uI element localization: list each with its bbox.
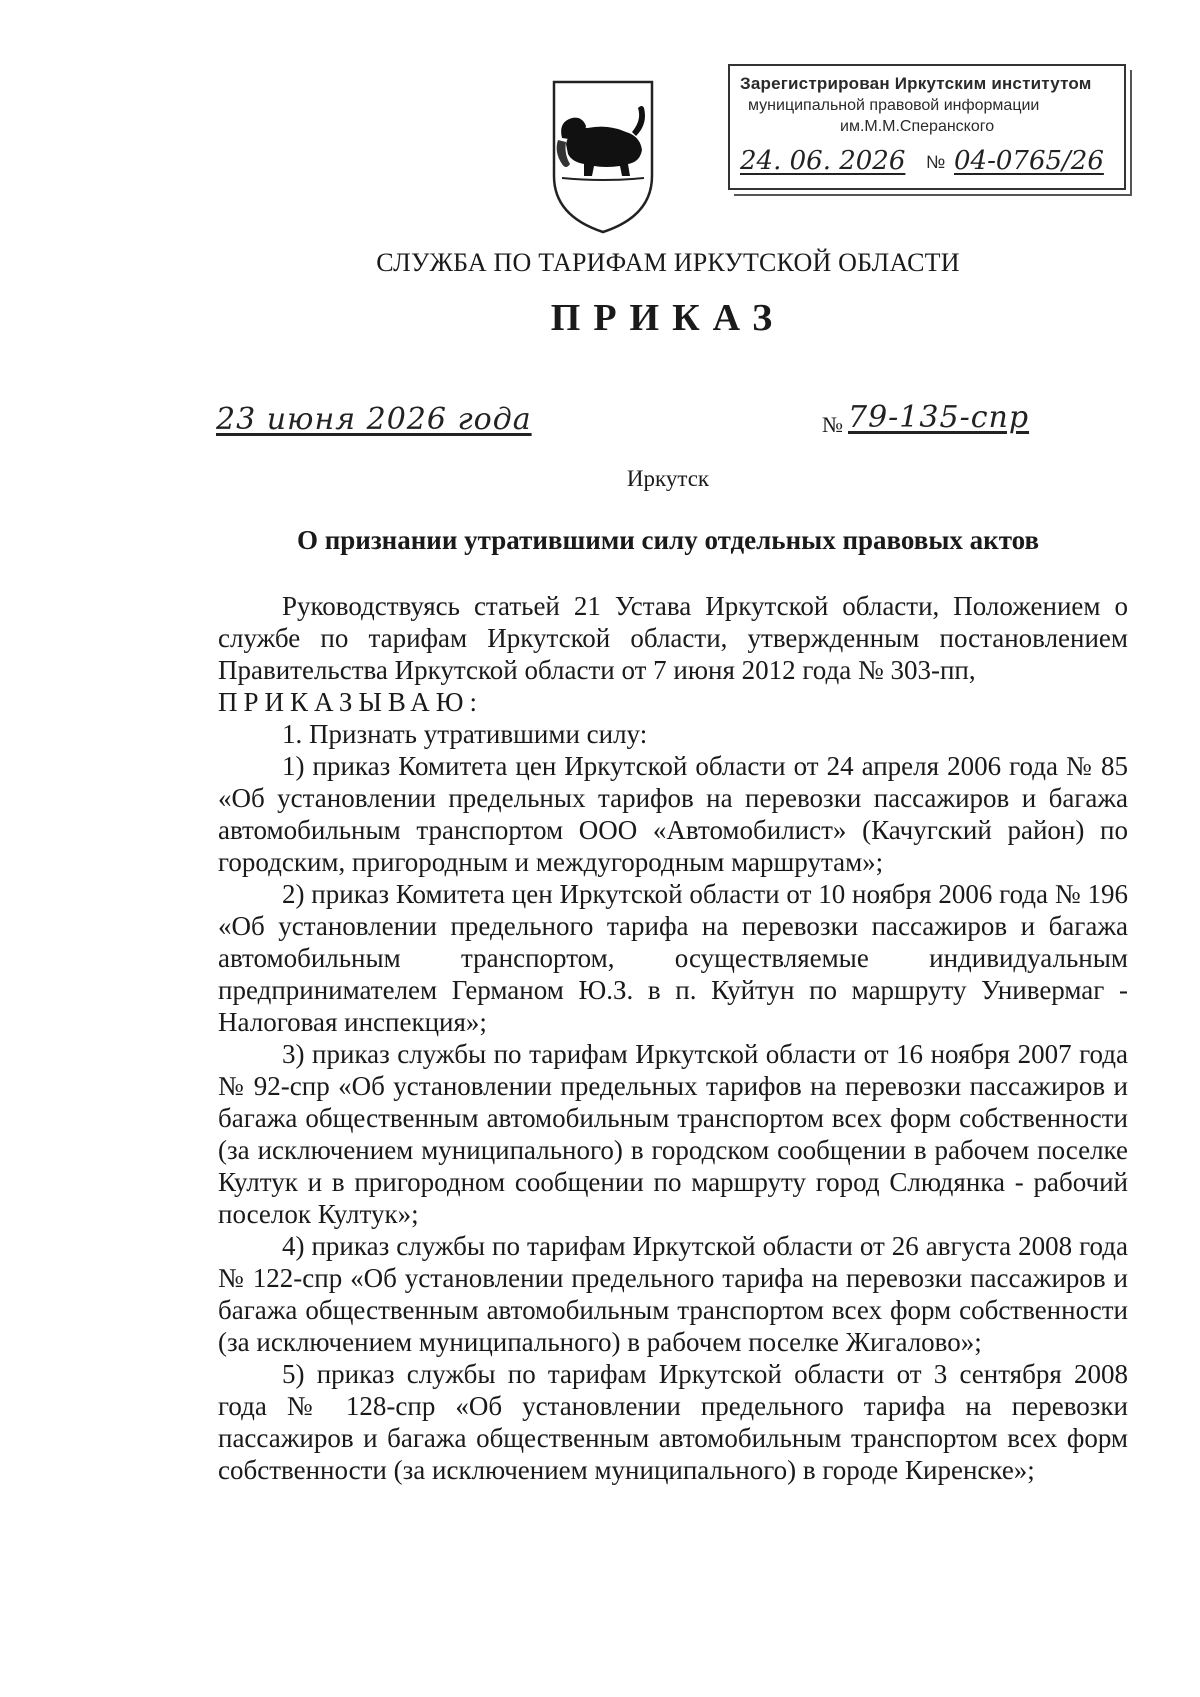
list-item-5: 5) приказ службы по тарифам Иркутской области от 3 сентября 2008 года № 128-спр «Об установлении предельного тарифа на перевозки пассажиров и багажа общественным автомобильным транспортом всех форм собственности (за исключением муниципального) в городе Киренске»; bbox=[218, 1359, 1128, 1485]
organization-name: СЛУЖБА ПО ТАРИФАМ ИРКУТСКОЙ ОБЛАСТИ bbox=[376, 248, 960, 277]
stamp-number: 04-0765/26 bbox=[954, 146, 1104, 176]
stamp-line-1: Зарегистрирован Иркутским институтом bbox=[740, 74, 1092, 93]
decree-word: ПРИКАЗЫВАЮ: bbox=[218, 687, 483, 717]
order-number: 79-135-спр bbox=[848, 400, 1030, 435]
registration-stamp bbox=[728, 64, 1126, 190]
city-name: Иркутск bbox=[626, 466, 710, 491]
stamp-number-label: № bbox=[926, 152, 946, 172]
stamp-date: 24. 06. 2026 bbox=[740, 146, 906, 176]
list-item-4: 4) приказ службы по тарифам Иркутской области от 26 августа 2008 года № 122-спр «Об установлении предельного тарифа на перевозки пассажиров и багажа общественным автомобильным транспортом всех форм собственности (за исключением муниципального) в рабочем поселке Жигалово»; bbox=[218, 1231, 1128, 1357]
order-body bbox=[218, 590, 1128, 1486]
order-number-label: № bbox=[822, 412, 843, 437]
order-date: 23 июня 2026 года bbox=[216, 402, 532, 437]
list-item-3: 3) приказ службы по тарифам Иркутской области от 16 ноября 2007 года № 92-спр «Об установлении предельных тарифов на перевозки пассажиров и багажа общественным автомобильным транспортом всех форм собственности (за исключением муниципального) в городском сообщении в рабочем поселке Култук и в пригородном сообщении по маршруту город Слюдянка - рабочий поселок Култук»; bbox=[218, 1039, 1128, 1229]
document-type-title: ПРИКАЗ bbox=[550, 297, 786, 339]
stamp-line-3: им.М.М.Сперанского bbox=[840, 118, 995, 135]
list-item-2: 2) приказ Комитета цен Иркутской области от 10 ноября 2006 года № 196 «Об установлении предельного тарифа на перевозки пассажиров и багажа автомобильным транспортом, осуществляемые индивидуальным предпринимателем Германом Ю.З. в п. Куйтун по маршруту Универмаг - Налоговая инспекция»; bbox=[218, 879, 1128, 1037]
point-1: 1. Признать утратившими силу: bbox=[282, 719, 648, 749]
coat-of-arms-icon bbox=[548, 78, 658, 236]
preamble-paragraph: Руководствуясь статьей 21 Устава Иркутской области, Положением о службе по тарифам Иркутской области, утвержденным постановлением Правительства Иркутской области от 7 июня 2012 года № 303-пп, bbox=[218, 591, 1128, 685]
stamp-line-2: муниципальной правовой информации bbox=[748, 97, 1040, 114]
list-item-1: 1) приказ Комитета цен Иркутской области от 24 апреля 2006 года № 85 «Об установлении предельных тарифов на перевозки пассажиров и багажа автомобильным транспортом ООО «Автомобилист» (Качугский район) по городским, пригородным и междугородным маршрутам»; bbox=[218, 751, 1128, 877]
order-subject: О признании утратившими силу отдельных правовых актов bbox=[296, 525, 1040, 555]
